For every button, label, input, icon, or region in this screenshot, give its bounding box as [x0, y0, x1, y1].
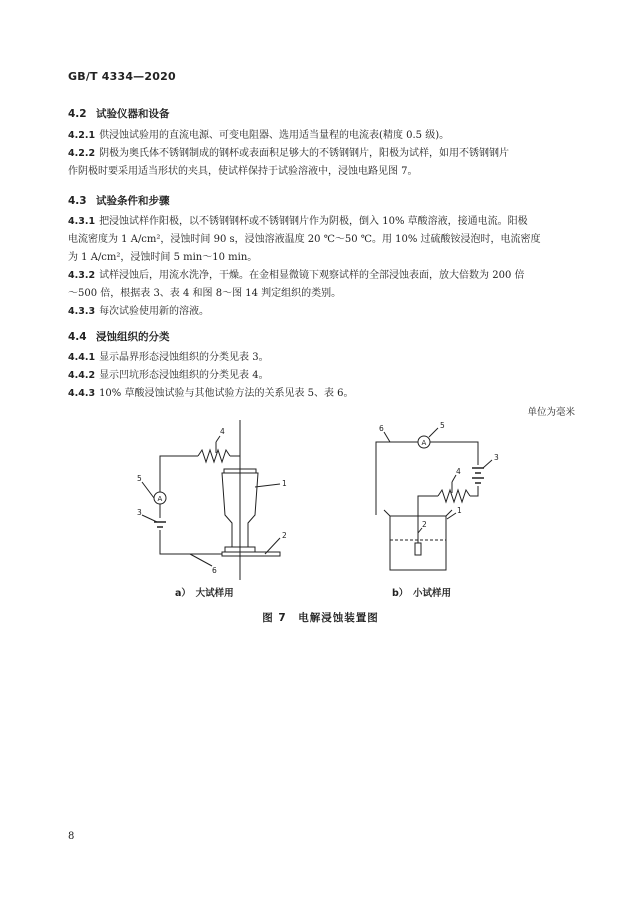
leader-1	[255, 484, 280, 487]
ammeter-symbol: A	[421, 439, 427, 447]
callout-5: 5	[137, 474, 142, 483]
section-4-2-heading	[68, 106, 170, 121]
section-number: 4.2	[68, 108, 87, 120]
para-4-4-1	[68, 351, 269, 364]
para-4-3-1-line2: 电流密度为 1 A/cm²，浸蚀时间 90 s，浸蚀溶液温度 20 ℃～50 ℃。用 10% 过硫酸铵浸泡时，电流密度	[68, 234, 541, 245]
callout-5: 5	[440, 421, 445, 430]
para-4-3-1-line3: 为 1 A/cm²，浸蚀时间 5 min～10 min。	[68, 252, 258, 263]
callout-1: 1	[457, 506, 462, 515]
callout-3: 3	[137, 508, 142, 517]
para-number: 4.4.2	[68, 370, 96, 381]
para-text: 供浸蚀试验用的直流电源、可变电阻器、选用适当量程的电流表(精度 0.5 级)。	[99, 130, 450, 141]
para-text: 显示凹坑形态浸蚀组织的分类见表 4。	[99, 370, 269, 381]
para-number: 4.2.2	[68, 148, 96, 159]
para-4-2-2	[68, 147, 509, 160]
base-plate	[222, 552, 280, 556]
specimen	[415, 543, 421, 555]
para-number: 4.3.3	[68, 306, 96, 317]
para-4-3-2-line2: ～500 倍，根据表 3、表 4 和图 8～图 14 判定组织的类别。	[68, 288, 342, 299]
figure-7a-diagram	[120, 420, 320, 585]
section-title: 浸蚀组织的分类	[96, 331, 170, 343]
para-number: 4.2.1	[68, 130, 96, 141]
leader-6	[190, 554, 212, 566]
leader-3	[483, 460, 492, 468]
ammeter-symbol: A	[157, 495, 163, 503]
callout-3: 3	[494, 453, 499, 462]
section-number: 4.4	[68, 331, 87, 343]
figure-title: 图 7 电解浸蚀装置图	[262, 612, 379, 624]
section-4-4-heading	[68, 329, 170, 344]
para-text: 显示晶界形态浸蚀组织的分类见表 3。	[99, 352, 269, 363]
callout-2: 2	[422, 520, 427, 529]
callout-6: 6	[379, 424, 384, 433]
leader-5	[142, 482, 154, 498]
para-text: 把浸蚀试样作阳极，以不锈钢钢杯或不锈钢钢片作为阴极，倒入 10% 草酸溶液，接通电流。阳极	[99, 216, 528, 227]
para-text: 阴极为奥氏体不锈钢制成的钢杯或表面积足够大的不锈钢钢片，阳极为试样，如用不锈钢钢片	[99, 148, 510, 159]
wire-right-down	[470, 486, 478, 496]
section-title: 试验仪器和设备	[96, 108, 170, 120]
figure-7b-caption: b） 小试样用	[392, 588, 452, 599]
para-4-4-3	[68, 387, 354, 400]
para-4-2-2-line2: 作阴极时要采用适当形状的夹具，使试样保持于试验溶液中，浸蚀电路见图 7。	[68, 166, 418, 177]
section-4-3-heading	[68, 193, 170, 208]
para-number: 4.3.2	[68, 270, 96, 281]
para-number: 4.3.1	[68, 216, 96, 227]
callout-6: 6	[212, 566, 217, 575]
para-number: 4.4.3	[68, 388, 96, 399]
section-number: 4.3	[68, 195, 87, 207]
callout-1: 1	[282, 479, 287, 488]
section-title: 试验条件和步骤	[96, 195, 170, 207]
document-id: GB/T 4334—2020	[68, 70, 176, 83]
leader-6	[384, 432, 390, 442]
callout-4: 4	[456, 467, 461, 476]
wire-bottom	[160, 530, 222, 554]
wire-to-specimen	[418, 496, 438, 550]
leader-3	[142, 515, 157, 522]
rheostat	[198, 450, 230, 462]
para-text: 10% 草酸浸蚀试验与其他试验方法的关系见表 5、表 6。	[99, 388, 354, 399]
para-4-2-1	[68, 129, 449, 142]
para-4-4-2	[68, 369, 269, 382]
para-text: 每次试验使用新的溶液。	[99, 306, 210, 317]
para-4-3-1	[68, 215, 528, 228]
figure-7a-caption: a） 大试样用	[175, 588, 234, 599]
page-number: 8	[68, 831, 75, 842]
rheostat	[438, 490, 470, 502]
callout-4: 4	[220, 427, 225, 436]
leader-5	[429, 428, 438, 437]
callout-2: 2	[282, 531, 287, 540]
para-4-3-2	[68, 269, 525, 282]
figure-7b-diagram	[360, 420, 520, 585]
wire-top-left	[160, 456, 198, 492]
para-text: 试样浸蚀后，用流水洗净，干燥。在金相显微镜下观察试样的全部浸蚀表面，放大倍数为 200 倍	[99, 270, 525, 281]
leader-4	[216, 436, 220, 442]
para-4-3-3	[68, 305, 209, 318]
wire-left-top	[376, 442, 418, 515]
para-number: 4.4.1	[68, 352, 96, 363]
unit-note: 单位为毫米	[527, 407, 575, 418]
wire-top-right	[430, 442, 478, 465]
leader-4	[452, 475, 456, 482]
